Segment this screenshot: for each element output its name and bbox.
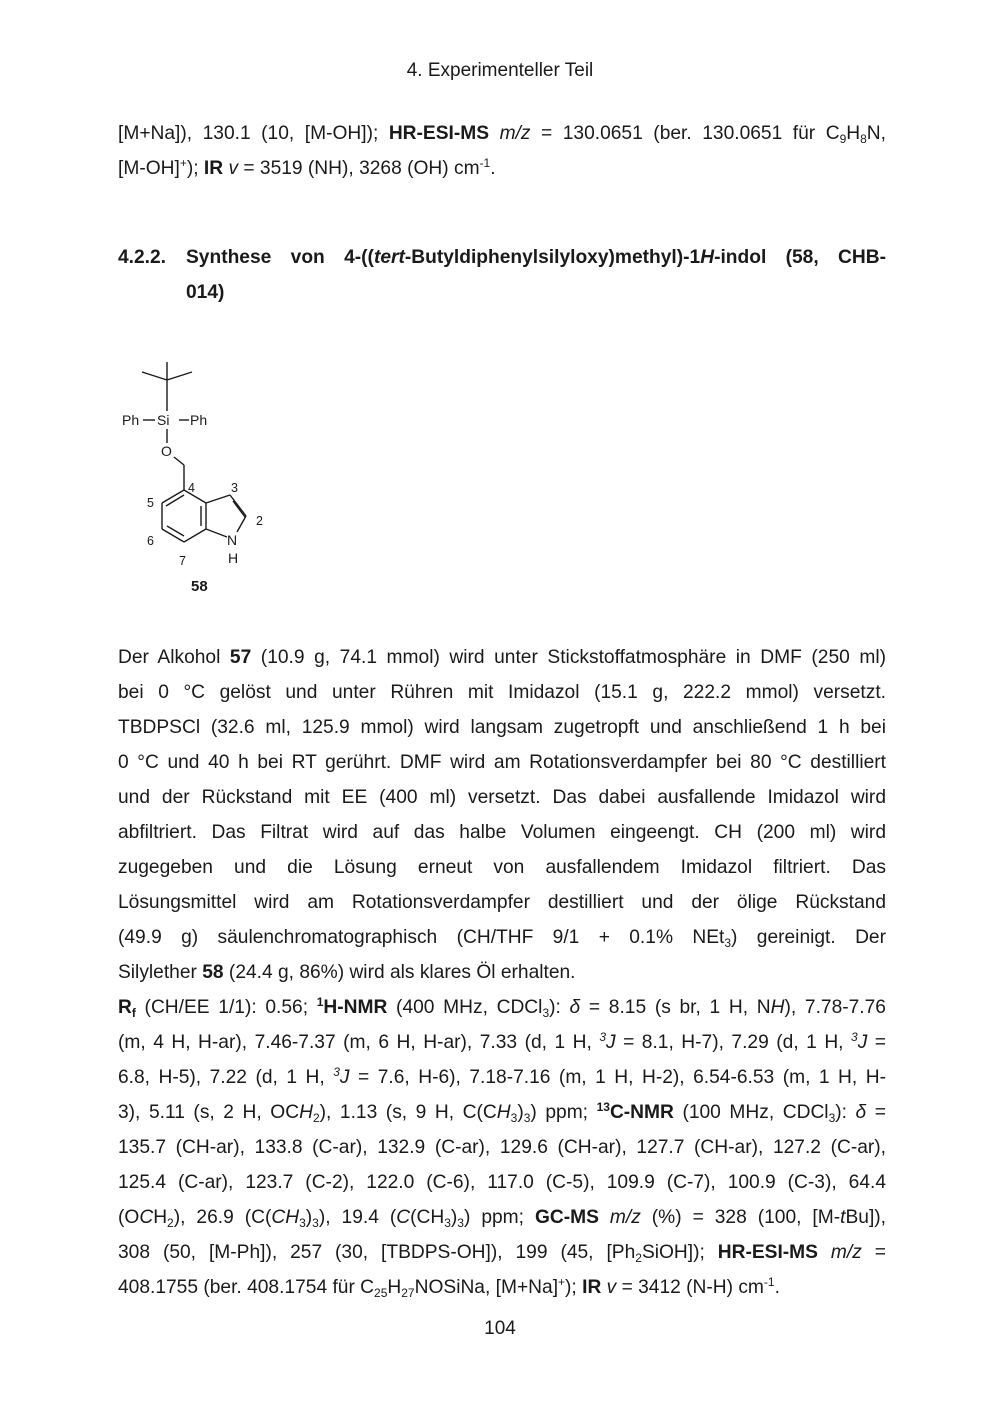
paragraph-line: und der Rückstand mit EE (400 ml) versetzt. Das dabei ausfallende Imidazol wird <box>118 787 886 808</box>
paragraph-line: (49.9 g) säulenchromatographisch (CH/THF 9/1 + 0.1% NEt$_3$) gereinigt. Der <box>118 927 886 950</box>
procedure-paragraph <box>118 640 886 990</box>
paragraph-line: zugegeben und die Lösung erneut von ausfallendem Imidazol filtriert. Das <box>118 857 886 878</box>
paragraph-line: [M+Na]), 130.1 (10, [M-OH]); HR-ESI-MS m/z = 130.0651 (ber. 130.0651 für $C_9H_8N$, <box>118 123 886 146</box>
position-label: 2 <box>256 514 263 528</box>
phenyl-left-label: Ph <box>122 412 140 428</box>
analytical-data-paragraph <box>118 990 886 1305</box>
silicon-label: Si <box>157 412 170 428</box>
section-title-line: 014) <box>186 282 225 303</box>
paragraph-line: 308 (50, [M-Ph]), 257 (30, [TBDPS-OH]), 199 (45, $[Ph_2SiOH]$); HR-ESI-MS m/z = <box>118 1242 886 1265</box>
paragraph-line: 135.7 (CH-ar), 133.8 (C-ar), 132.9 (C-ar), 129.6 (CH-ar), 127.7 (CH-ar), 127.2 (C-ar), <box>118 1137 886 1158</box>
nitrogen-label: N <box>227 532 238 548</box>
compound-number: 58 <box>191 578 208 595</box>
paragraph-line: (m, 4 H, H-ar), 7.46-7.37 (m, 6 H, H-ar), 7.33 (d, 1 H, $^3$J = 8.1, H-7), 7.29 (d, 1 H, $^3$J = <box>118 1030 886 1053</box>
structure-bonds <box>142 362 246 542</box>
position-label: 7 <box>179 554 186 568</box>
position-label: 3 <box>231 481 238 495</box>
continued-paragraph <box>118 116 886 186</box>
paragraph-line: 408.1755 (ber. 408.1754 für $C_{25}H_{27}NOSiNa$, [M+Na]+); IR v = 3412 (N-H) $cm^{-1}$. <box>118 1275 780 1300</box>
paragraph-line: 125.4 (C-ar), 123.7 (C-2), 122.0 (C-6), 117.0 (C-5), 109.9 (C-7), 100.9 (C-3), 64.4 <box>118 1172 886 1193</box>
paragraph-line: Der Alkohol 57 (10.9 g, 74.1 mmol) wird unter Stickstoffatmosphäre in DMF (250 ml) <box>118 647 886 668</box>
paragraph-line: Lösungsmittel wird am Rotationsverdampfer destilliert und der ölige Rückstand <box>118 892 886 913</box>
running-header: 4. Experimenteller Teil <box>406 60 594 81</box>
paragraph-line: $(OCH_2)$, 26.9 $(C(CH_3)_3)$, 19.4 $(C(CH_3)_3)$ ppm; GC-MS m/z (%) = 328 (100, [M-tBu]), <box>118 1207 886 1230</box>
position-label: 5 <box>147 496 154 510</box>
section-title-line: Synthese von 4-((tert-Butyldiphenylsilyloxy)methyl)-1H-indol (58, CHB- <box>186 247 886 268</box>
paragraph-line: 0 °C und 40 h bei RT gerührt. DMF wird am Rotationsverdampfer bei 80 °C destilliert <box>118 752 886 773</box>
paragraph-line: [M-OH]+); IR v = 3519 (NH), 3268 (OH) $cm^{-1}$. <box>118 156 496 179</box>
paragraph-line: 6.8, H-5), 7.22 (d, 1 H, $^3$J = 7.6, H-6), 7.18-7.16 (m, 1 H, H-2), 6.54-6.53 (m, 1 H, H- <box>118 1065 886 1088</box>
paragraph-line: abfiltriert. Das Filtrat wird auf das halbe Volumen eingeengt. CH (200 ml) wird <box>118 822 886 843</box>
section-number: 4.2.2. <box>118 247 167 268</box>
phenyl-right-label: Ph <box>190 412 208 428</box>
paragraph-line: $R_f$ (CH/EE 1/1): 0.56; $^1$H-NMR (400 MHz, CDCl$_3$): δ = 8.15 (s br, 1 H, NH), 7.78-7.76 <box>118 995 886 1020</box>
paragraph-line: 3), 5.11 (s, 2 H, $OCH_2$), 1.13 (s, 9 H, $C(CH_3)_3$) ppm; $^{13}$C-NMR (100 MHz, CDCl$_3$): δ = <box>118 1100 886 1125</box>
paragraph-line: TBDPSCl (32.6 ml, 125.9 mmol) wird langsam zugetropft und anschließend 1 h bei <box>118 717 886 738</box>
nh-hydrogen-label: H <box>228 550 239 566</box>
oxygen-label: O <box>161 443 172 459</box>
position-label: 6 <box>147 534 154 548</box>
position-label: 4 <box>188 481 195 495</box>
chemical-structure <box>110 355 310 605</box>
paragraph-line: bei 0 °C gelöst und unter Rühren mit Imidazol (15.1 g, 222.2 mmol) versetzt. <box>118 682 886 703</box>
page-number: 104 <box>484 1318 516 1339</box>
paragraph-line: Silylether 58 (24.4 g, 86%) wird als klares Öl erhalten. <box>118 962 576 983</box>
